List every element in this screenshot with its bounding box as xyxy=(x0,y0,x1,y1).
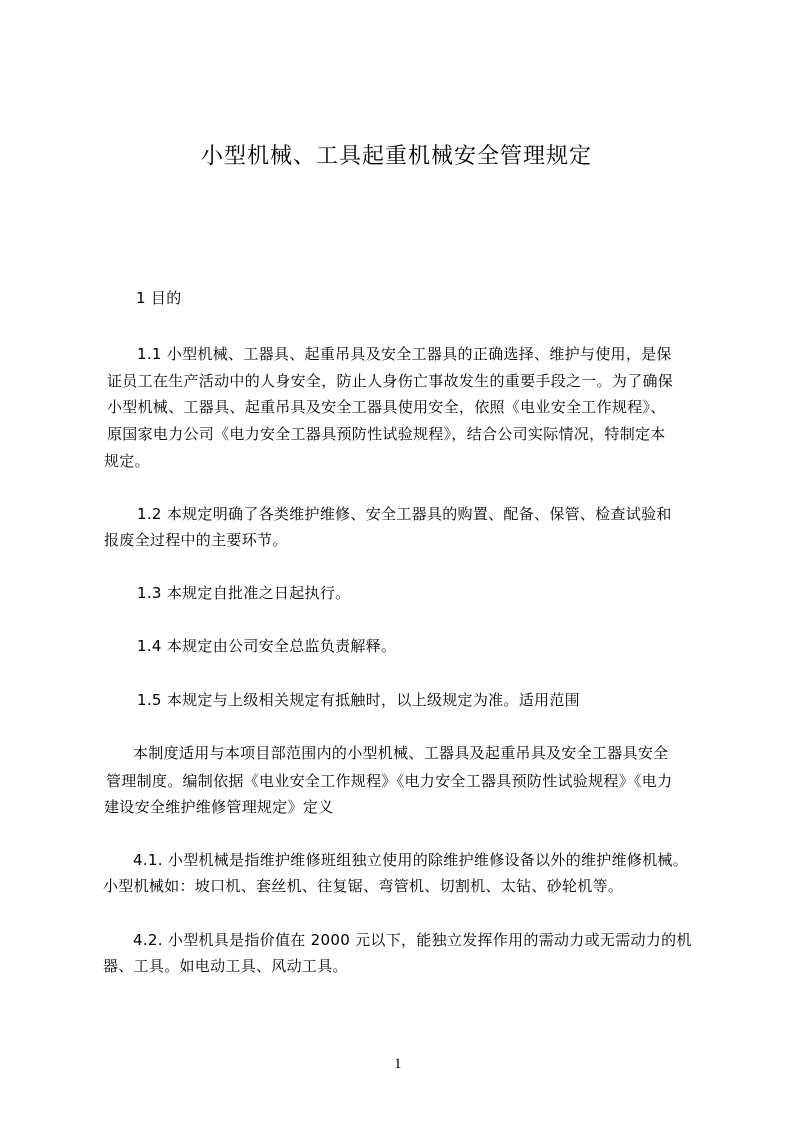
paragraph-line: 1.4 本规定由公司安全总监负责解释。 xyxy=(137,637,397,655)
paragraph-line: 1.5 本规定与上级相关规定有抵触时，以上级规定为准。适用范围 xyxy=(137,691,580,709)
paragraph-line: 4.1. 小型机械是指维护维修班组独立使用的除维护维修设备以外的维护维修机械。 xyxy=(133,851,689,869)
document-title: 小型机械、工具起重机械安全管理规定 xyxy=(200,144,592,169)
paragraph-line: 管理制度。编制依据《电业安全工作规程》《电力安全工器具预防性试验规程》《电力 xyxy=(106,772,673,790)
paragraph-line: 原国家电力公司《电力安全工器具预防性试验规程》，结合公司实际情况，特制定本 xyxy=(107,425,666,443)
paragraph-line: 1.2 本规定明确了各类维护维修、安全工器具的购置、配备、保管、检查试验和 xyxy=(137,505,672,523)
paragraph-line: 规定。 xyxy=(104,452,150,470)
paragraph-line: 报废全过程中的主要环节。 xyxy=(104,531,288,549)
paragraph-line: 证员工在生产活动中的人身安全，防止人身伤亡事故发生的重要手段之一。为了确保 xyxy=(107,372,674,390)
paragraph-line: 建设安全维护维修管理规定》定义 xyxy=(104,798,334,816)
section-heading: 1 目的 xyxy=(136,289,182,307)
paragraph-line: 小型机械、工器具、起重吊具及安全工器具使用安全，依照《电业安全工作规程》、 xyxy=(107,398,666,416)
page-number: 1 xyxy=(394,1056,402,1072)
paragraph-line: 1.3 本规定自批准之日起执行。 xyxy=(137,584,351,602)
paragraph-line: 本制度适用与本项目部范围内的小型机械、工器具及起重吊具及安全工器具安全 xyxy=(133,744,669,762)
paragraph-line: 4.2. 小型机具是指价值在 2000 元以下，能独立发挥作用的需动力或无需动力的机 xyxy=(133,931,692,949)
paragraph-line: 1.1 小型机械、工器具、起重吊具及安全工器具的正确选择、维护与使用，是保 xyxy=(137,345,672,363)
paragraph-line: 小型机械如：坡口机、套丝机、往复锯、弯管机、切割机、太钻、砂轮机等。 xyxy=(103,877,624,895)
paragraph-line: 器、工具。如电动工具、风动工具。 xyxy=(103,957,348,975)
